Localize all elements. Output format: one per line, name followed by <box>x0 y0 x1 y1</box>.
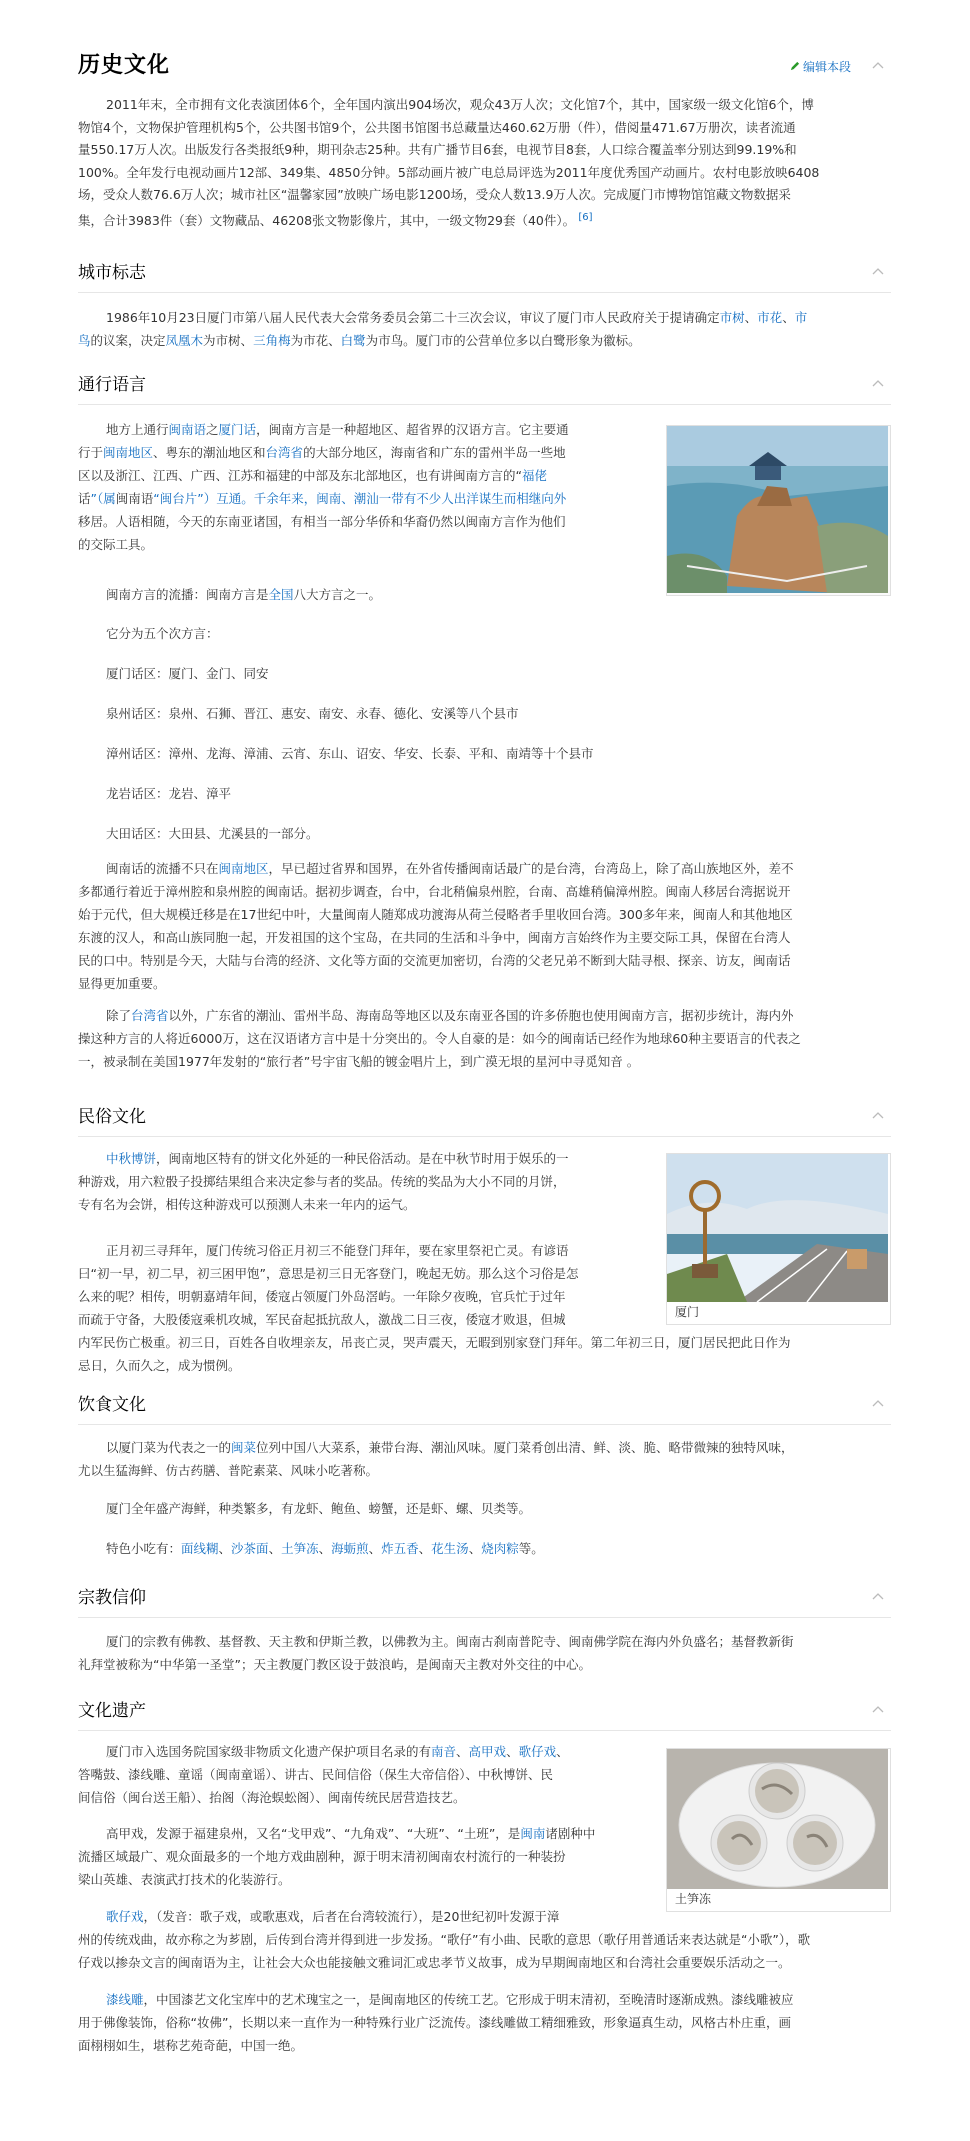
text-line <box>78 903 891 926</box>
heritage-paragraph-4 <box>78 1988 891 2057</box>
inline-link[interactable]: 白鹭 <box>340 333 366 348</box>
text-run: 、 <box>506 1744 519 1759</box>
inline-link[interactable]: 闽南地区 <box>218 861 269 876</box>
language-paragraph-4 <box>78 857 891 995</box>
text-line <box>78 94 891 117</box>
heritage-section-header <box>78 1690 891 1731</box>
text-run: 、 <box>468 1541 482 1556</box>
folk-section-header <box>78 1096 891 1137</box>
language-paragraph-5 <box>78 1004 891 1073</box>
language-section-header <box>78 364 891 405</box>
text-run: 区以及浙江、江西、广西、江苏和福建的中部及东北部地区，也有讲闽南方言的“ <box>78 468 522 483</box>
text-line <box>78 822 891 845</box>
text-line <box>78 1653 891 1676</box>
text-run: 闽南方言的流播：闽南方言是 <box>106 587 269 602</box>
text-line <box>78 1027 891 1050</box>
text-run: 诸剧种中 <box>545 1826 596 1841</box>
food-paragraph-2 <box>78 1497 891 1520</box>
text-run: 仔戏以掺杂文言的闽南语为主，让社会大众也能接触文雅词汇或忠孝节义故事，成为早期闽南地区和台湾社会重要娱乐活动之一。 <box>78 1955 791 1970</box>
text-run: 、 <box>744 310 758 325</box>
text-run: 、粤东的潮汕地区和 <box>153 445 266 460</box>
text-run: 之 <box>206 422 219 437</box>
text-line <box>78 622 638 645</box>
inline-link[interactable]: 中秋博饼 <box>106 1151 157 1166</box>
reference-link[interactable]: [6] <box>575 211 593 223</box>
text-run: 、 <box>368 1541 382 1556</box>
text-run: 东渡的汉人，和高山族同胞一起，开发祖国的这个宝岛，在共同的生活和斗争中，闽南方言始终作为主要交际工具，保留在台湾人 <box>78 930 791 945</box>
collapse-chevron-up-icon[interactable] <box>871 1398 885 1408</box>
text-line <box>78 949 891 972</box>
text-line <box>78 1786 638 1809</box>
food-section-title: 饮食文化 <box>78 1395 146 1415</box>
text-run: 大田话区：大田县、尤溪县的一部分。 <box>106 826 319 841</box>
text-line <box>78 1822 638 1845</box>
folk-section-title: 民俗文化 <box>78 1107 146 1127</box>
text-run: 物馆4个，文物保护管理机构5个，公共图书馆9个，公共图书馆图书总藏量达460.62万册（件），借阅量471.67万册次，读者流通 <box>78 119 796 135</box>
text-run: ，（发音：歌子戏，或歌惠戏，后者在台湾较流行），是20世纪初叶发源于漳 <box>143 1909 560 1924</box>
text-run: 操这种方言的人将近6000万，这在汉语诸方言中是十分突出的。令人自豪的是：如今的闽南话已经作为地球60种主要语言的代表之 <box>78 1031 801 1046</box>
text-line <box>78 418 638 441</box>
text-run: 厦门的宗教有佛教、基督教、天主教和伊斯兰教，以佛教为主。闽南古刹南普陀寺、闽南佛学院在海内外负盛名；基督教新街 <box>106 1634 794 1649</box>
text-run: 、 <box>318 1541 332 1556</box>
text-run: 龙岩话区：龙岩、漳平 <box>106 786 232 801</box>
text-run: ，闽南方言是一种超地区、超省界的汉语方言。它主要通 <box>256 422 569 437</box>
inline-link[interactable]: 漆线雕 <box>106 1992 144 2007</box>
text-run: ，闽南地区特有的饼文化外延的一种民俗活动。是在中秋节时用于娱乐的一 <box>156 1151 569 1166</box>
food-paragraph-1 <box>78 1436 891 1482</box>
religion-section-title: 宗教信仰 <box>78 1588 146 1608</box>
edit-section-button[interactable] <box>790 58 851 75</box>
text-line <box>78 2034 891 2057</box>
inline-link[interactable]: 市 <box>794 310 808 325</box>
text-run: 以外，广东省的潮汕、雷州半岛、海南岛等地区以及东南亚各国的许多侨胞也使用闽南方言，据初步统计，海内外 <box>168 1008 794 1023</box>
text-run: 闽南语 <box>115 491 154 506</box>
text-line <box>78 782 891 805</box>
collapse-chevron-up-icon[interactable] <box>871 378 885 388</box>
folk-paragraph-1 <box>78 1147 638 1216</box>
text-line <box>78 1928 891 1951</box>
text-run: 曰“初一早，初二早，初三困甲饱”，意思是初三日无客登门，晚起无妨。那么这个习俗是怎 <box>78 1266 579 1281</box>
text-line <box>78 1988 891 2011</box>
text-line <box>78 1951 891 1974</box>
heritage-section-title: 文化遗产 <box>78 1701 146 1721</box>
inline-link[interactable]: 市花 <box>757 310 783 325</box>
collapse-chevron-up-icon[interactable] <box>871 266 885 276</box>
text-line <box>78 1436 891 1459</box>
text-line <box>78 857 891 880</box>
food-section-header <box>78 1384 891 1425</box>
heritage-paragraph-2 <box>78 1822 638 1891</box>
language-paragraph-3 <box>78 622 638 645</box>
text-run: 答嘴鼓、漆线雕、童谣（闽南童谣）、讲古、民间信俗（保生大帝信俗）、中秋博饼、民 <box>78 1767 554 1782</box>
text-line <box>78 1740 638 1763</box>
inline-link[interactable]: 闽南地区 <box>103 445 154 460</box>
text-run: ，中国漆艺文化宝库中的艺术瑰宝之一，是闽南地区的传统工艺。它形成于明末清初，至晚清时逐渐成熟。漆线雕被应 <box>143 1992 794 2007</box>
text-run: 一，被录制在美国1977年发射的“旅行者”号宇宙飞船的镀金唱片上，到广漠无垠的星河中寻觅知音 。 <box>78 1054 640 1069</box>
text-run: ，早已超过省界和国界，在外省传播闽南话最广的是台湾，台湾岛上，除了高山族地区外，差不 <box>268 861 794 876</box>
text-run: 州的传统戏曲，故亦称之为芗剧，后传到台湾并得到进一步发扬。“歌仔”有小曲、民歌的意思（歌仔用普通话来表达就是“小歌”），歌 <box>78 1932 811 1947</box>
collapse-chevron-up-icon[interactable] <box>871 1704 885 1714</box>
text-run: 地方上通行 <box>106 422 169 437</box>
text-run: 集，合计3983件（套）文物藏品、46208张文物影像片，其中，一级文物29套（40件）。 <box>78 212 576 228</box>
text-run: 100%。全年发行电视动画片12部、349集、4850分钟。5部动画片被广电总局评选为2011年度优秀国产动画片。农村电影放映6408 <box>78 164 820 180</box>
text-line <box>78 139 891 162</box>
inline-link[interactable]: 市树 <box>719 310 745 325</box>
text-line <box>78 1050 891 1073</box>
text-line <box>78 1845 638 1868</box>
text-run: 厦门话区：厦门、金门、同安 <box>106 666 269 681</box>
text-run: 忌日，久而久之，成为惯例。 <box>78 1358 241 1373</box>
heritage-paragraph-1 <box>78 1740 638 1809</box>
text-line <box>78 533 638 556</box>
text-line <box>78 1147 638 1170</box>
text-run: 、 <box>556 1744 569 1759</box>
text-line <box>78 1354 891 1377</box>
text-run: 专有名为会饼，相传这种游戏可以预测人未来一年内的运气。 <box>78 1197 416 1212</box>
text-run: 种游戏，用六粒骰子投掷结果组合来决定参与者的奖品。传统的奖品为大小不同的月饼， <box>78 1174 566 1189</box>
inline-link[interactable]: 三角梅 <box>253 333 291 348</box>
text-run: 尤以生猛海鲜、仿古药膳、普陀素菜、风味小吃著称。 <box>78 1463 379 1478</box>
text-run: 么来的呢？相传，明朝嘉靖年间，倭寇占领厦门外岛滘屿。一年除夕夜晚，官兵忙于过年 <box>78 1289 566 1304</box>
inline-link[interactable]: 全国 <box>268 587 294 602</box>
city-symbol-section-title: 城市标志 <box>78 263 146 283</box>
text-line <box>78 207 891 233</box>
text-run: 1986年10月23日厦门市第八届人民代表大会常务委员会第二十三次会议，审议了厦门市人民政府关于提请确定 <box>106 310 720 325</box>
text-run: 以厦门菜为代表之一的 <box>106 1440 232 1455</box>
text-line <box>78 702 891 725</box>
text-run: 等。 <box>518 1541 544 1556</box>
text-run: 、 <box>218 1541 232 1556</box>
text-run: 、 <box>268 1541 282 1556</box>
religion-section-header <box>78 1577 891 1618</box>
text-line <box>78 926 891 949</box>
text-run: 为市花、 <box>290 333 341 348</box>
text-run: 行于 <box>78 445 104 460</box>
text-run: 厦门全年盛产海鲜，种类繁多，有龙虾、鲍鱼、螃蟹，还是虾、螺、贝类等。 <box>106 1501 532 1516</box>
inline-link[interactable]: “闽台片”）互通。千余年来，闽南、潮汕一带有不少人出洋谋生而相继向外 <box>153 491 567 506</box>
inline-link[interactable]: 歌仔戏 <box>518 1744 557 1759</box>
text-line <box>78 184 891 207</box>
text-line <box>78 1497 891 1520</box>
history-title: 历史文化 <box>78 53 171 78</box>
inline-link[interactable]: 南音 <box>431 1744 457 1759</box>
text-line <box>78 1331 891 1354</box>
inline-link[interactable]: ”（属 <box>90 491 116 506</box>
city-symbol-paragraph <box>78 306 891 352</box>
inline-link[interactable]: 闽南 <box>520 1826 546 1841</box>
text-line <box>78 464 638 487</box>
text-run: 厦门市入选国务院国家级非物质文化遗产保护项目名录的有 <box>106 1744 432 1759</box>
text-run: 的议案，决定 <box>90 333 166 348</box>
inline-link[interactable]: 福佬 <box>521 468 547 483</box>
inline-link[interactable]: 台湾省 <box>131 1008 169 1023</box>
language-paragraph-1 <box>78 418 638 556</box>
text-run: 梁山英雄、表演武打技术的化装游行。 <box>78 1872 291 1887</box>
text-run: 多都通行着近于漳州腔和泉州腔的闽南话。据初步调查，台中，台北稍偏泉州腔，台南、高雄稍偏漳州腔。闽南人移居台湾据说开 <box>78 884 791 899</box>
inline-link[interactable]: 炸五香 <box>381 1541 419 1556</box>
text-run: 始于元代，但大规模迁移是在17世纪中叶，大量闽南人随郑成功渡海从荷兰侵略者手里收回台湾。300多年来，闽南人和其他地区 <box>78 907 793 922</box>
text-line <box>78 1537 891 1560</box>
inline-link[interactable]: 高甲戏 <box>468 1744 507 1759</box>
text-run: 面栩栩如生，堪称艺苑奇葩，中国一绝。 <box>78 2038 304 2053</box>
image-caption: 厦门 <box>675 1305 700 1319</box>
text-run: 高甲戏，发源于福建泉州，又名“戈甲戏”、“九角戏”、“大班”、“土班”，是 <box>106 1826 521 1841</box>
text-run: 量550.17万人次。出版发行各类报纸9种，期刊杂志25种。共有广播节目6套，电视节目8套，人口综合覆盖率分别达到99.19%和 <box>78 142 797 157</box>
text-run: 它分为五个次方言： <box>106 626 219 641</box>
text-run: 为市鸟。厦门市的公营单位多以白鹭形象为徽标。 <box>365 333 641 348</box>
text-run: 位列中国八大菜系，兼带台海、潮汕风味。厦门菜肴创出清、鲜、淡、脆、略带微辣的独特风味， <box>256 1440 794 1455</box>
text-run: 为市树、 <box>203 333 254 348</box>
text-run: 闽南话的流播不只在 <box>106 861 219 876</box>
text-run: 礼拜堂被称为“中华第一圣堂”；天主教厦门教区设于鼓浪屿，是闽南天主教对外交往的中心。 <box>78 1657 591 1672</box>
inline-link[interactable]: 面线糊 <box>181 1541 219 1556</box>
text-line <box>78 117 891 140</box>
inline-link[interactable]: 台湾省 <box>265 445 304 460</box>
text-line <box>78 487 638 510</box>
sunlight-rock-image[interactable] <box>666 425 891 596</box>
text-line <box>78 1763 638 1786</box>
inline-link[interactable]: 厦门话 <box>218 422 257 437</box>
text-run: 、 <box>418 1541 432 1556</box>
text-run: 间信俗（闽台送王船）、抬阁（海沧蜈蚣阁）、闽南传统民居营造技艺。 <box>78 1790 466 1805</box>
text-run: 用于佛像装饰，俗称“妆佛”，长期以来一直作为一种特殊行业广泛流传。漆线雕做工精细雅致，形象逼真生动，风格古朴庄重，画 <box>78 2015 791 2030</box>
text-run: 移居。人语相随，今天的东南亚诸国，有相当一部分华侨和华裔仍然以闽南方言作为他们 <box>78 514 566 529</box>
text-line <box>78 306 891 329</box>
image-caption: 土笋冻 <box>675 1892 712 1906</box>
text-line <box>78 1193 638 1216</box>
text-run: 场，受众人数76.6万人次；城市社区“温馨家园”放映广场电影1200场，受众人数13.9万人次。完成厦门市博物馆馆藏文物数据采 <box>78 187 791 202</box>
inline-link[interactable]: 花生汤 <box>431 1541 469 1556</box>
xiamen-bridge-image[interactable] <box>666 1153 891 1325</box>
inline-link[interactable]: 闽菜 <box>231 1440 257 1455</box>
text-run: 的交际工具。 <box>78 537 154 552</box>
text-run: 漳州话区：漳州、龙海、漳浦、云宵、东山、诏安、华安、长泰、平和、南靖等十个县市 <box>106 746 594 761</box>
text-line <box>78 662 891 685</box>
collapse-chevron-up-icon[interactable] <box>871 1110 885 1120</box>
text-run: 正月初三寻拜年，厦门传统习俗正月初三不能登门拜年，要在家里祭祀亡灵。有谚语 <box>106 1243 569 1258</box>
language-paragraph-2 <box>78 583 638 606</box>
text-run: 流播区域最广、观众面最多的一个地方戏曲剧种，源于明末清初闽南农村流行的一种装扮 <box>78 1849 566 1864</box>
edit-label[interactable]: 编辑本段 <box>802 60 851 74</box>
tusundong-image[interactable] <box>666 1748 891 1912</box>
collapse-chevron-up-icon[interactable] <box>871 60 885 70</box>
text-line <box>78 1170 638 1193</box>
text-run: 、 <box>782 310 795 325</box>
text-line <box>78 510 638 533</box>
text-run: 显得更加重要。 <box>78 976 166 991</box>
text-line <box>78 880 891 903</box>
text-line <box>78 441 638 464</box>
text-line <box>78 162 891 185</box>
text-line <box>78 1004 891 1027</box>
text-line <box>78 972 891 995</box>
pencil-icon <box>790 61 800 71</box>
text-run: 特色小吃有： <box>106 1541 182 1556</box>
text-run: 民的口中。特别是今天，大陆与台湾的经济、文化等方面的交流更加密切，台湾的父老兄弟不断到大陆寻根、探亲、访友，闽南话 <box>78 953 791 968</box>
text-line <box>78 742 891 765</box>
text-line <box>78 1459 891 1482</box>
text-line <box>78 1868 638 1891</box>
inline-link[interactable]: 沙茶面 <box>231 1541 269 1556</box>
language-section-title: 通行语言 <box>78 375 146 395</box>
text-run: 内军民伤亡极重。初三日，百姓各自收埋亲友，吊丧亡灵，哭声震天，无暇到别家登门拜年。第二年初三日，厦门居民把此日作为 <box>78 1335 791 1350</box>
history-header <box>78 48 891 88</box>
food-paragraph-3 <box>78 1537 891 1560</box>
city-symbol-section-header <box>78 252 891 293</box>
text-line <box>78 1630 891 1653</box>
text-run: 泉州话区：泉州、石狮、晋江、惠安、南安、永春、德化、安溪等八个县市 <box>106 706 519 721</box>
dialect-item <box>78 822 891 845</box>
heritage-paragraph-3 <box>78 1905 891 1974</box>
dialect-item <box>78 662 891 685</box>
inline-link[interactable]: 鸟 <box>78 333 91 348</box>
text-run: 话 <box>78 491 91 506</box>
text-run: 除了 <box>106 1008 132 1023</box>
religion-paragraph <box>78 1630 891 1676</box>
text-run: 而疏于守备，大股倭寇乘机攻城，军民奋起抵抗敌人，激战二日三夜，倭寇才败退，但城 <box>78 1312 566 1327</box>
text-line <box>78 329 891 352</box>
inline-link[interactable]: 歌仔戏 <box>106 1909 144 1924</box>
history-paragraph <box>78 94 891 232</box>
inline-link[interactable]: 闽南语 <box>168 422 207 437</box>
inline-link[interactable]: 土笋冻 <box>281 1541 319 1556</box>
text-run: 、 <box>456 1744 469 1759</box>
text-run: 八大方言之一。 <box>293 587 382 602</box>
dialect-item <box>78 782 891 805</box>
inline-link[interactable]: 凤凰木 <box>165 333 204 348</box>
text-run: 2011年末，全市拥有文化表演团体6个，全年国内演出904场次，观众43万人次；文化馆7个，其中，国家级一级文化馆6个，博 <box>106 97 814 112</box>
collapse-chevron-up-icon[interactable] <box>871 1591 885 1601</box>
dialect-item <box>78 742 891 765</box>
inline-link[interactable]: 海蛎煎 <box>331 1541 369 1556</box>
text-line <box>78 583 638 606</box>
text-run: 的大部分地区，海南省和广东的雷州半岛一些地 <box>303 445 566 460</box>
text-line <box>78 2011 891 2034</box>
dialect-item <box>78 702 891 725</box>
inline-link[interactable]: 烧肉粽 <box>481 1541 519 1556</box>
